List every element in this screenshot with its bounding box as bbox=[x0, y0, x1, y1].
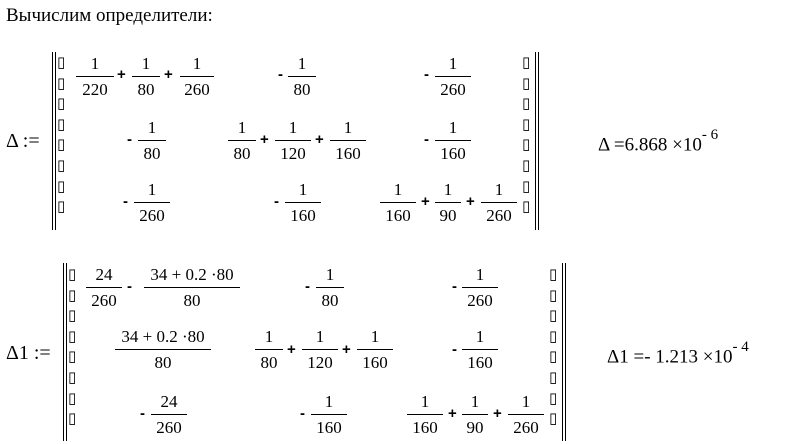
det2-r1c3: 1 260 bbox=[462, 265, 498, 311]
det1-placeholder-right: ▯ bbox=[522, 156, 531, 174]
det2-placeholder-right: ▯ bbox=[549, 368, 558, 386]
det1-r2c2-term3: 1 160 bbox=[330, 118, 366, 164]
det1-placeholder-right: ▯ bbox=[522, 53, 531, 71]
det1-lhs: Δ := bbox=[6, 130, 40, 152]
det1-bar-right-outer bbox=[538, 52, 539, 230]
det1-r2c1: 1 80 bbox=[138, 118, 166, 164]
det1-placeholder-left: ▯ bbox=[57, 135, 66, 154]
det1-placeholder-left: ▯ bbox=[57, 176, 66, 195]
det2-bar-left-inner bbox=[66, 263, 67, 441]
det1-plus: + bbox=[466, 193, 475, 210]
det2-r3c2: 1 160 bbox=[311, 392, 347, 438]
det2-placeholder-right: ▯ bbox=[549, 388, 558, 407]
det2-r3c3-term2: 1 90 bbox=[462, 392, 488, 438]
det1-minus: - bbox=[278, 66, 283, 83]
det1-placeholder-right: ▯ bbox=[522, 114, 531, 133]
det2-placeholder-right: ▯ bbox=[549, 306, 558, 325]
det1-r3c3-term2: 1 90 bbox=[435, 180, 461, 226]
det1-placeholder-right: ▯ bbox=[522, 94, 531, 113]
det2-minus: - bbox=[305, 278, 310, 295]
det1-placeholder-left: ▯ bbox=[57, 156, 66, 174]
det1-plus: + bbox=[260, 131, 269, 148]
heading: Вычислим определители: bbox=[6, 5, 213, 26]
det1-r1c2: 1 80 bbox=[288, 54, 316, 100]
det2-lhs: Δ1 := bbox=[6, 342, 51, 364]
det2-placeholder-left: ▯ bbox=[68, 326, 77, 345]
det1-r3c3-term3: 1 260 bbox=[481, 180, 517, 226]
det1-placeholder-left: ▯ bbox=[57, 73, 66, 92]
det1-placeholder-left: ▯ bbox=[57, 94, 66, 113]
det1-r3c3-term1: 1 160 bbox=[380, 180, 416, 226]
det1-r1c1-term1: 1 220 bbox=[76, 54, 114, 100]
det2-placeholder-right: ▯ bbox=[549, 347, 558, 366]
det1-plus: + bbox=[164, 66, 173, 83]
det2-plus: + bbox=[342, 341, 351, 358]
det2-placeholder-left: ▯ bbox=[68, 347, 77, 366]
det2-placeholder-left: ▯ bbox=[68, 409, 77, 428]
det2-r2c1: 34 + 0.2 ·80 80 bbox=[115, 327, 211, 373]
det1-minus: - bbox=[424, 131, 429, 148]
det2-minus: - bbox=[140, 405, 145, 422]
det1-r1c1-term2: 1 80 bbox=[132, 54, 160, 100]
det1-placeholder-left: ▯ bbox=[57, 197, 66, 216]
det1-minus: - bbox=[424, 66, 429, 83]
det1-minus: - bbox=[123, 193, 128, 210]
det2-result: $\Delta 1 =- 1.213 \times 10^{- 4}$ bbox=[607, 339, 749, 368]
det1-r2c2-term1: 1 80 bbox=[228, 118, 256, 164]
det2-r1c1-term2: 34 + 0.2 ·80 80 bbox=[144, 265, 240, 311]
det2-placeholder-right: ▯ bbox=[549, 409, 558, 428]
det2-placeholder-left: ▯ bbox=[68, 265, 77, 283]
det2-minus: - bbox=[300, 405, 305, 422]
det2-placeholder-right: ▯ bbox=[549, 265, 558, 283]
det1-plus: + bbox=[315, 131, 324, 148]
det2-placeholder-right: ▯ bbox=[549, 285, 558, 304]
det1-bar-right-inner bbox=[535, 52, 536, 230]
det2-r2c2-term2: 1 120 bbox=[302, 327, 338, 373]
det2-bar-left-outer bbox=[63, 263, 64, 441]
det2-r3c3-term3: 1 260 bbox=[508, 392, 544, 438]
det1-placeholder-right: ▯ bbox=[522, 135, 531, 154]
det1-bar-left-outer bbox=[52, 52, 53, 230]
det2-r1c2: 1 80 bbox=[316, 265, 344, 311]
det2-placeholder-left: ▯ bbox=[68, 306, 77, 325]
det2-bar-right-outer bbox=[565, 263, 566, 441]
det2-minus: - bbox=[452, 278, 457, 295]
det2-placeholder-left: ▯ bbox=[68, 285, 77, 304]
det1-result: $\Delta =6.868 \times 10^{- 6}$ bbox=[598, 127, 719, 156]
det2-r3c3-term1: 1 160 bbox=[407, 392, 443, 438]
det2-plus: + bbox=[448, 405, 457, 422]
det2-r2c2-term1: 1 80 bbox=[255, 327, 283, 373]
det2-placeholder-left: ▯ bbox=[68, 388, 77, 407]
det2-r3c1: 24 260 bbox=[151, 392, 187, 438]
det1-r3c1: 1 260 bbox=[134, 180, 170, 226]
det1-placeholder-right: ▯ bbox=[522, 176, 531, 195]
det2-placeholder-right: ▯ bbox=[549, 326, 558, 345]
det1-r3c2: 1 160 bbox=[285, 180, 321, 226]
det2-placeholder-left: ▯ bbox=[68, 368, 77, 386]
det1-r2c3: 1 160 bbox=[435, 118, 471, 164]
det1-plus: + bbox=[421, 193, 430, 210]
det1-minus: - bbox=[127, 131, 132, 148]
det1-placeholder-left: ▯ bbox=[57, 114, 66, 133]
det2-minus: - bbox=[127, 278, 132, 295]
det2-r2c3: 1 160 bbox=[462, 327, 498, 373]
det2-bar-right-inner bbox=[562, 263, 563, 441]
det2-minus: - bbox=[452, 341, 457, 358]
det1-r2c2-term2: 1 120 bbox=[275, 118, 311, 164]
det1-minus: - bbox=[274, 193, 279, 210]
det1-bar-left-inner bbox=[55, 52, 56, 230]
det1-r1c3: 1 260 bbox=[435, 54, 471, 100]
det1-plus: + bbox=[117, 66, 126, 83]
det1-placeholder-left: ▯ bbox=[57, 53, 66, 71]
det1-r1c1-term3: 1 260 bbox=[180, 54, 214, 100]
det1-placeholder-right: ▯ bbox=[522, 73, 531, 92]
det2-r1c1-term1: 24 260 bbox=[86, 265, 122, 311]
det2-r2c2-term3: 1 160 bbox=[357, 327, 393, 373]
det1-placeholder-right: ▯ bbox=[522, 197, 531, 216]
det2-plus: + bbox=[493, 405, 502, 422]
det2-plus: + bbox=[287, 341, 296, 358]
